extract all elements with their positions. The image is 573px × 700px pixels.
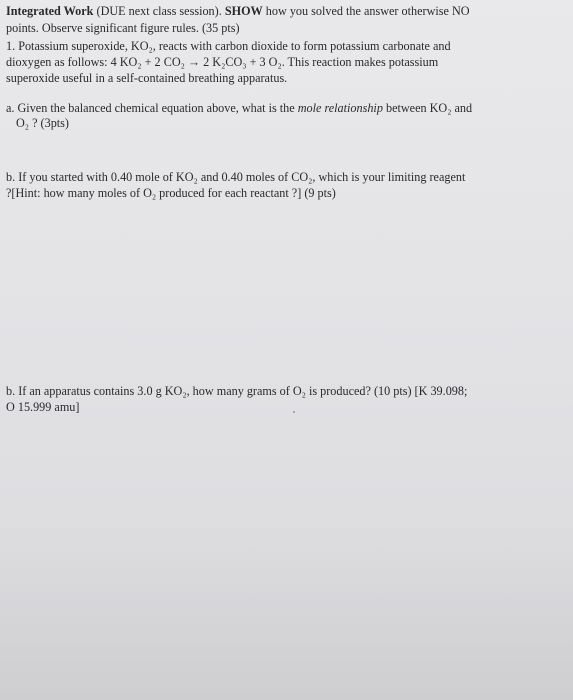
due-note: (DUE next class session).	[93, 4, 225, 18]
show-emphasis: SHOW	[224, 4, 263, 18]
part-b2-line-2: O 15.999 amu]	[6, 400, 80, 414]
header-line-2: points. Observe significant figure rules. (35 pts)	[6, 21, 240, 35]
problem-1-line-2: dioxygen as follows: 4 KO₂ + 2 CO₂ → 2 K₂CO₃ + 3 O₂. This reaction makes potassium	[6, 55, 439, 69]
problem-1-line-1: 1. Potassium superoxide, KO₂, reacts with carbon dioxide to form potassium carbonate and	[6, 39, 451, 53]
problem-1-line-3: superoxide useful in a self-contained breathing apparatus.	[6, 71, 288, 85]
part-a-line-1	[6, 101, 472, 116]
header-line-1	[6, 4, 470, 19]
part-a-line-2: O₂ ? (3pts)	[16, 116, 69, 130]
instructions-text: how you solved the answer otherwise NO	[262, 4, 470, 18]
part-b1-line-1: b. If you started with 0.40 mole of KO₂ and 0.40 moles of CO₂, which is your limiting reagent	[6, 170, 466, 184]
pencil-mark	[293, 411, 295, 413]
part-a-emphasis: mole relationship	[297, 101, 383, 115]
paper-shadow	[0, 520, 573, 700]
part-b2-line-1: b. If an apparatus contains 3.0 g KO₂, how many grams of O₂ is produced? (10 pts) [K 39.098;	[6, 384, 468, 398]
assignment-title: Integrated Work	[6, 4, 94, 18]
part-b1-line-2: ?[Hint: how many moles of O₂ produced for each reactant ?] (9 pts)	[6, 186, 336, 200]
part-a-question: a. Given the balanced chemical equation above, what is the	[6, 101, 298, 115]
part-a-question-end: between KO₂ and	[382, 101, 473, 115]
